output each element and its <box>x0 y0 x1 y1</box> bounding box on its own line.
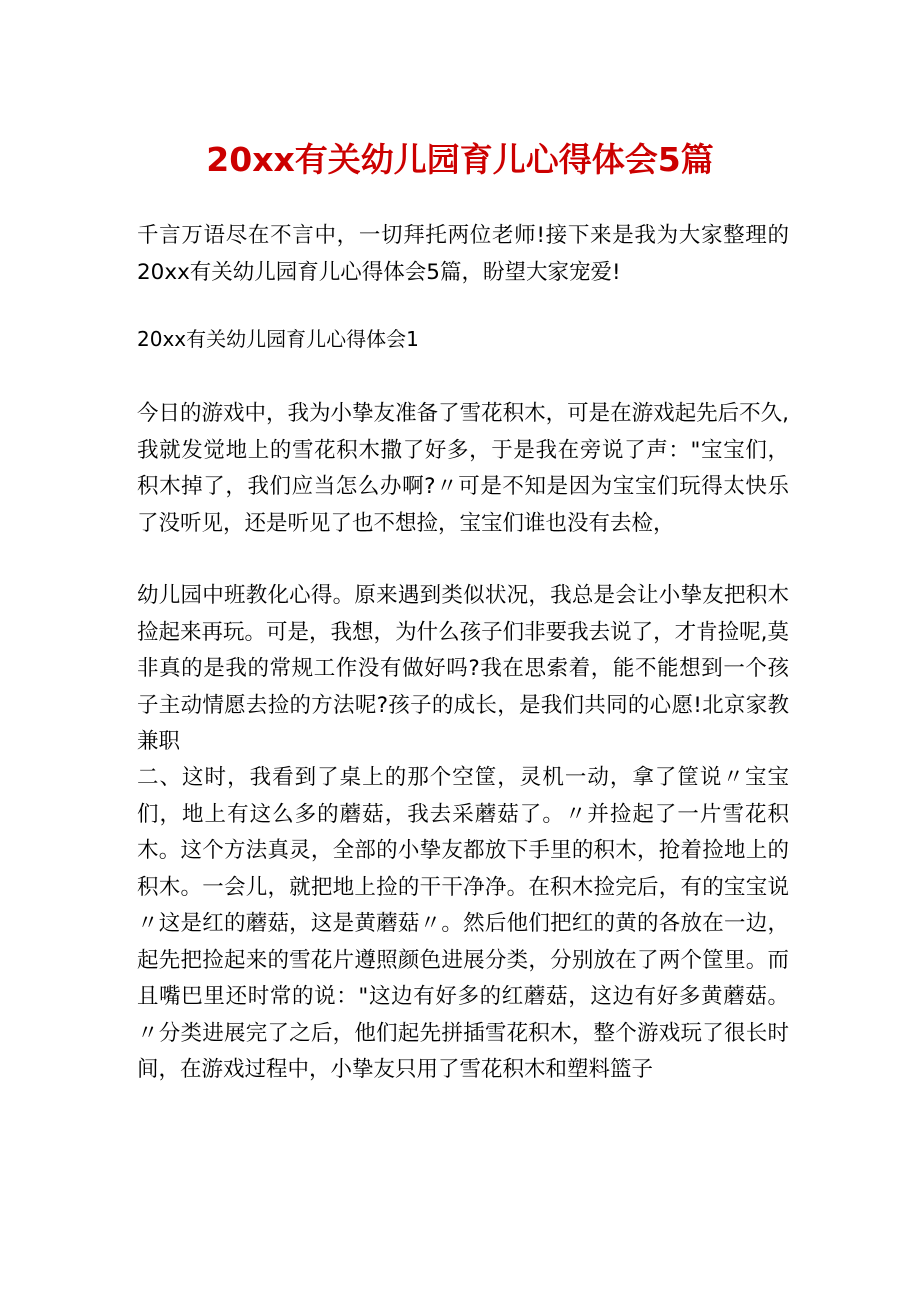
intro-paragraph: 千言万语尽在不言中，一切拜托两位老师!接下来是我为大家整理的20xx有关幼儿园育儿心得体会5篇，盼望大家宠爱! <box>137 223 789 285</box>
body-paragraph-2: 幼儿园中班教化心得。原来遇到类似状况，我总是会让小挚友把积木捡起来再玩。可是，我想，为什么孩子们非要我去说了，才肯捡呢,莫非真的是我的常规工作没有做好吗?我在思索着，能不能想到一个孩子主动情愿去捡的方法呢?孩子的成长，是我们共同的心愿!北京家教兼职 <box>137 583 789 754</box>
document-title: 20xx有关幼儿园育儿心得体会5篇 <box>206 140 714 179</box>
body-paragraph-1: 今日的游戏中，我为小挚友准备了雪花积木，可是在游戏起先后不久,我就发觉地上的雪花积木撒了好多，于是我在旁说了声："宝宝们，积木掉了，我们应当怎么办啊?〃可是不知是因为宝宝们玩得太快乐了没听见，还是听见了也不想捡，宝宝们谁也没有去检， <box>137 401 789 536</box>
body-paragraph-3: 二、这时，我看到了桌上的那个空筐，灵机一动，拿了筐说〃宝宝们，地上有这么多的蘑菇，我去采蘑菇了。〃并捡起了一片雪花积木。这个方法真灵，全部的小挚友都放下手里的积木，抢着捡地上的积木。一会儿，就把地上捡的干干净净。在积木捡完后，有的宝宝说〃这是红的蘑菇，这是黄蘑菇〃。然后他们把红的黄的各放在一边，起先把捡起来的雪花片遵照颜色进展分类，分别放在了两个筐里。而且嘴巴里还时常的说："这边有好多的红蘑菇，这边有好多黄蘑菇。〃分类进展完了之后，他们起先拼插雪花积木，整个游戏玩了很长时间，在游戏过程中，小挚友只用了雪花积木和塑料篮子 <box>137 765 789 1082</box>
section-heading: 20xx有关幼儿园育儿心得体会1 <box>137 327 419 351</box>
